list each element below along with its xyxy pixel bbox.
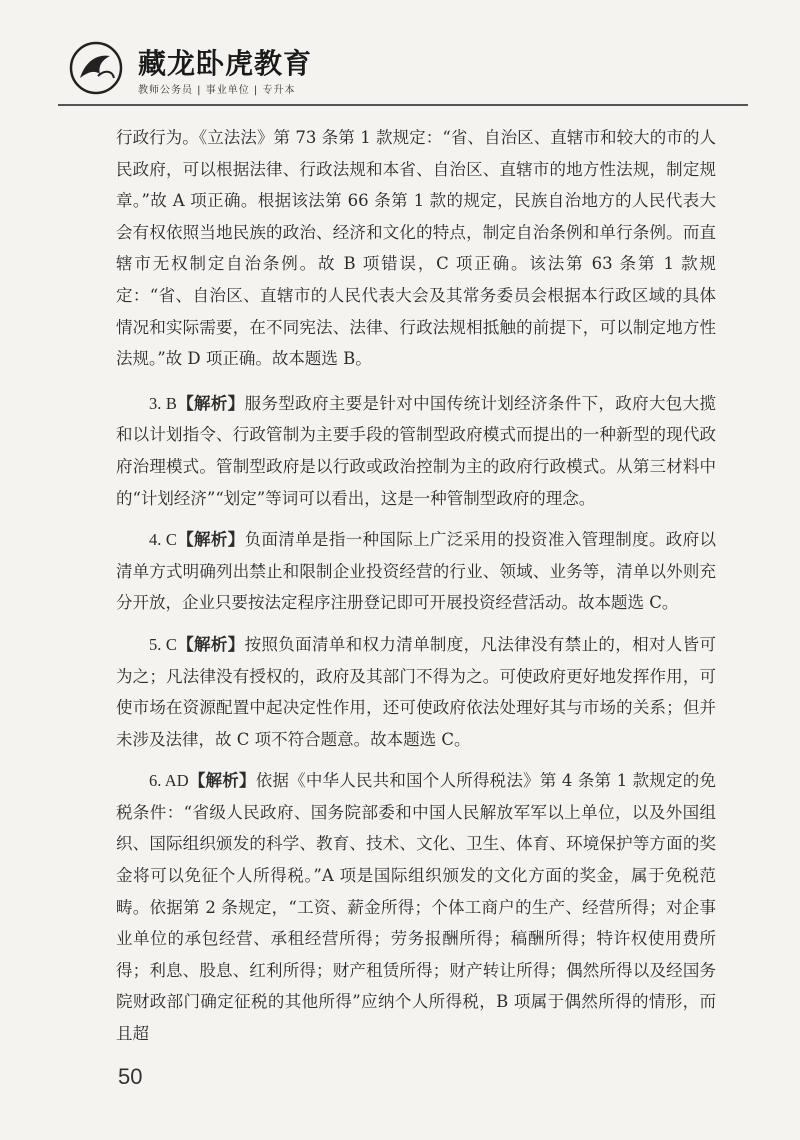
brand-subtitle: 教师公务员 | 事业单位 | 专升本 [138,85,296,96]
answer-text: 服务型政府主要是针对中国传统计划经济条件下，政府大包大揽和以计划指令、行政管制为主要手段的管制型政府模式而提出的一种新型的现代政府治理模式。管制型政府是以行政或政治控制为主的政府行政模式。从第三材料中的“计划经济”“划定”等词可以看出，这是一种管制型政府的理念。 [116,393,717,508]
document-body [116,122,716,1060]
header-divider [58,104,748,106]
analysis-tag: 【解析】 [176,530,245,550]
page-header [58,36,748,106]
answer-3 [116,388,716,514]
answer-number: 3. B [149,393,177,413]
paragraph-continued [116,122,716,375]
answer-number: 5. C [149,634,177,654]
brand-name: 藏龙卧虎教育 [138,47,313,80]
analysis-tag: 【解析】 [176,634,245,654]
logo-icon [68,40,124,96]
answer-text: 负面清单是指一种国际上广泛采用的投资准入管理制度。政府以清单方式明确列出禁止和限制企业投资经营的行业、领域、业务等，清单以外则充分开放，企业只要按法定程序注册登记即可开展投资经营活动。故本题选 C。 [116,530,717,613]
answer-number: 6. AD [149,771,189,791]
analysis-tag: 【解析】 [188,771,256,791]
answer-number: 4. C [149,530,177,550]
paragraph-text: 行政行为。《立法法》第 73 条第 1 款规定：“省、自治区、直辖市和较大的市的人民政府，可以根据法律、行政法规和本省、自治区、直辖市的地方性法规，制定规章。”故 A 项正确。根据该法第 66 条第 1 款的规定，民族自治地方的人民代表大会有权依照当地民族的政治、经济和文化的特点，制定自治条例和单行条例。而直辖市无权制定自治条例。故 B 项错误，C 项正确。该法第 63 条第 1 款规定：“省、自治区、直辖市的人民代表大会及其常务委员会根据本行政区域的具体情况和实际需要，在不同宪法、法律、行政法规相抵触的前提下，可以制定地方性法规。”故 D 项正确。故本题选 B。 [116,128,716,369]
answer-text: 依据《中华人民共和国个人所得税法》第 4 条第 1 款规定的免税条件：“省级人民政府、国务院部委和中国人民解放军军以上单位，以及外国组织、国际组织颁发的科学、教育、技术、文化、卫生、体育、环境保护等方面的奖金将可以免征个人所得税。”A 项是国际组织颁发的文化方面的奖金，属于免税范畴。依据第 2 条规定，“工资、薪金所得；个体工商户的生产、经营所得；对企事业单位的承包经营、承租经营所得；劳务报酬所得；稿酬所得；特许权使用费所得；利息、股息、红利所得；财产租赁所得；财产转让所得；偶然所得以及经国务院财政部门确定征税的其他所得”应纳个人所得税，B 项属于偶然所得的情形，而且超 [116,771,717,1044]
answer-5 [116,629,716,755]
analysis-tag: 【解析】 [176,393,245,413]
answer-6 [116,765,716,1049]
answer-4 [116,524,716,619]
page-number: 50 [118,1064,143,1089]
answer-text: 按照负面清单和权力清单制度，凡法律没有禁止的，相对人皆可为之；凡法律没有授权的，政府及其部门不得为之。可使政府更好地发挥作用，可使市场在资源配置中起决定性作用，还可使政府依法处理好其与市场的关系；但并未涉及法律，故 C 项不符合题意。故本题选 C。 [116,634,717,749]
